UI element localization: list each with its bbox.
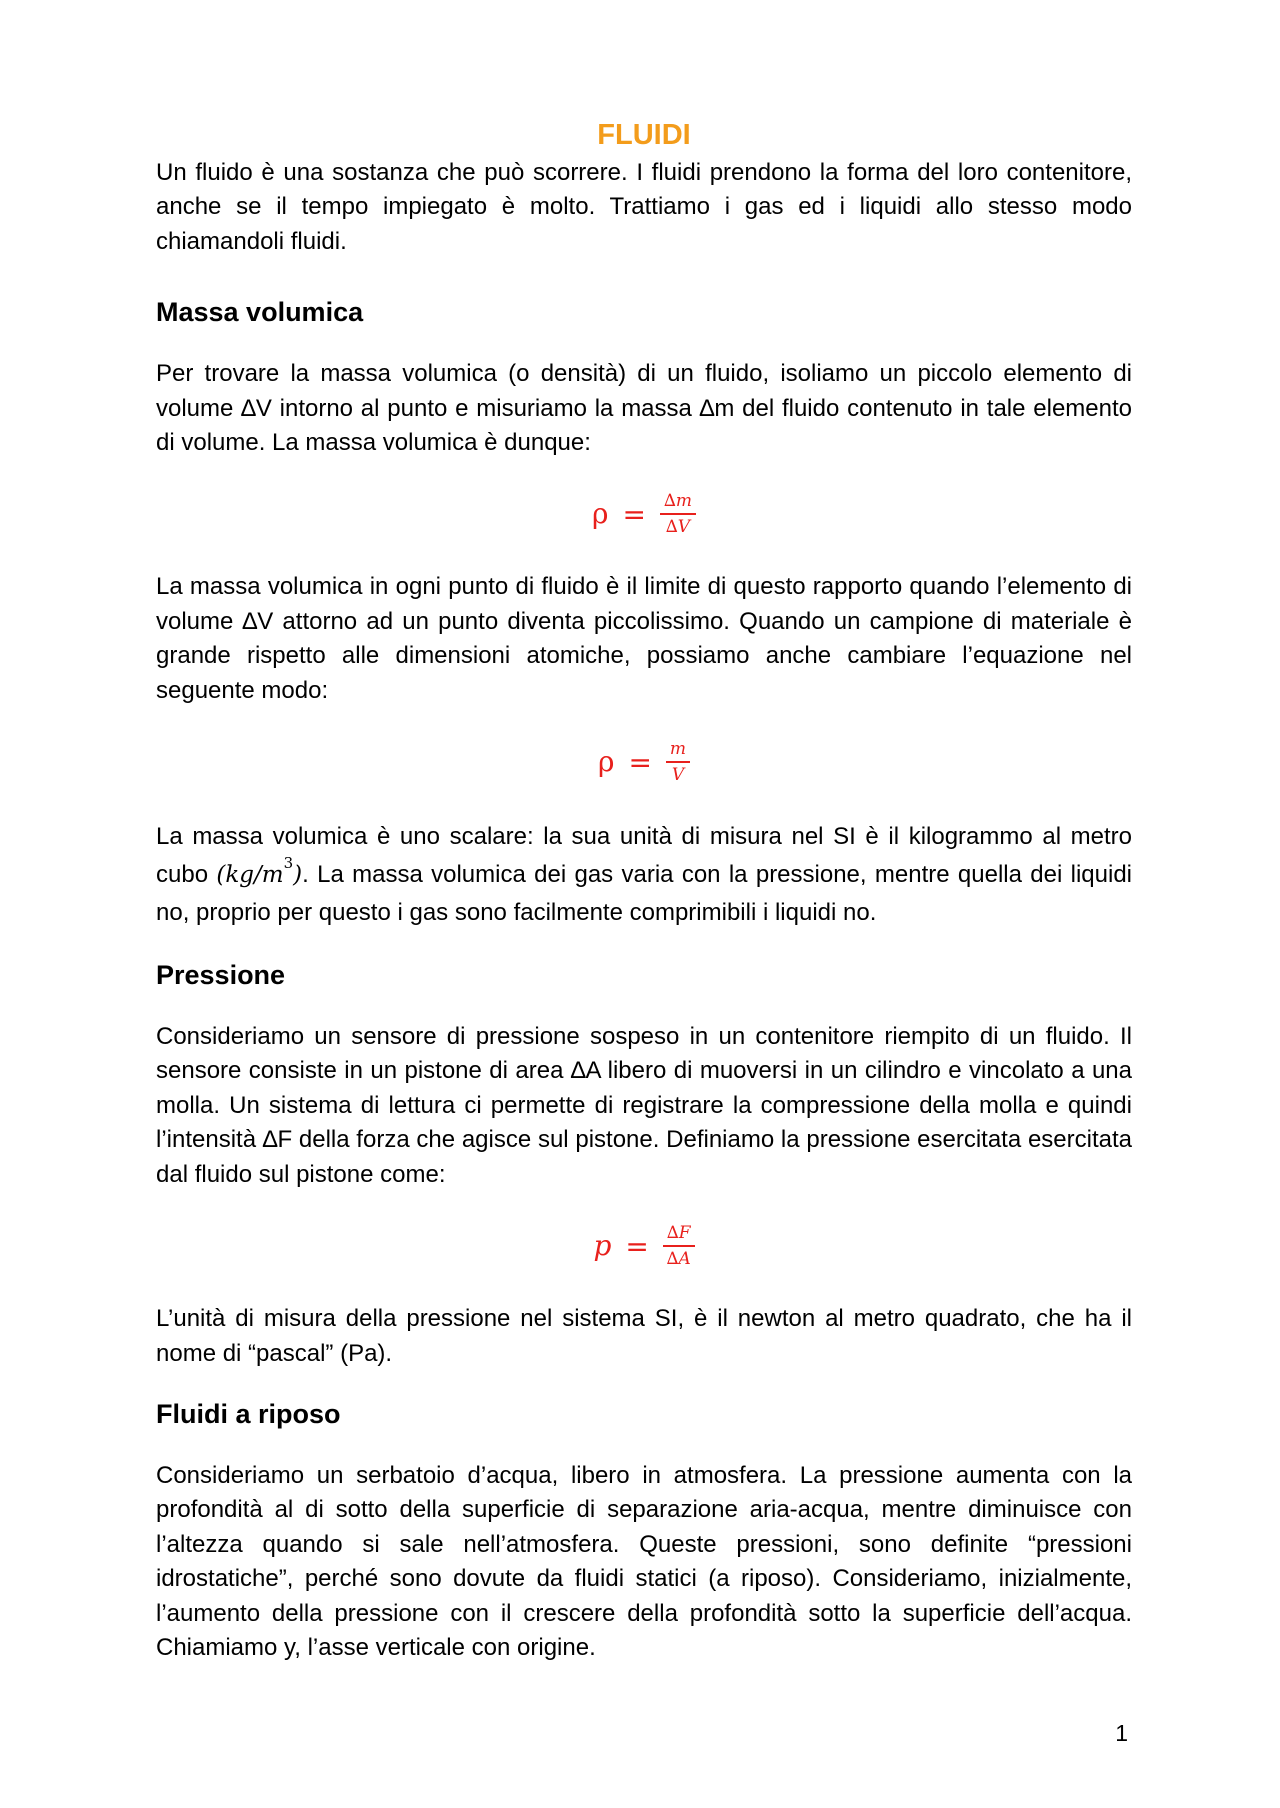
- massa-p3-text-after: . La massa volumica dei gas varia con la pressione, mentre quella dei liquidi no, proprio per questo i gas sono facilmente comprimibili i liquidi no.: [156, 861, 1132, 927]
- formula-numerator: ∆F: [663, 1223, 695, 1247]
- formula-lhs: ρ: [597, 745, 615, 779]
- heading-pressione: Pressione: [156, 960, 286, 991]
- formula-numerator: ∆m: [660, 491, 696, 515]
- massa-paragraph-1: Per trovare la massa volumica (o densità) di un fluido, isoliamo un piccolo elemento di volume ∆V intorno al punto e misuriamo la massa ∆m del fluido contenuto in tale elemento di volume. La massa volumica è dunque:: [156, 360, 1132, 457]
- intro-paragraph: Un fluido è una sostanza che può scorrere. I fluidi prendono la forma del loro contenitore, anche se il tempo impiegato è molto. Trattiamo i gas ed i liquidi allo stesso modo chiamandoli fluidi.: [156, 159, 1132, 255]
- massa-paragraph-3: [156, 818, 1132, 932]
- formula-denominator: V: [671, 765, 685, 786]
- formula-fraction: [660, 491, 696, 537]
- document-title: FLUIDI: [597, 119, 691, 151]
- formula-lhs: p: [593, 1229, 612, 1263]
- formula-denominator: ∆V: [665, 517, 691, 538]
- formula-equals: =: [622, 497, 646, 531]
- page-number: 1: [1115, 1720, 1128, 1746]
- unit-base: (kg/m: [216, 862, 284, 889]
- pressione-paragraph-2: L’unità di misura della pressione nel sistema SI, è il newton al metro quadrato, che ha il nome di “pascal” (Pa).: [156, 1305, 1132, 1367]
- heading-fluidi-a-riposo: Fluidi a riposo: [156, 1398, 341, 1429]
- formula-equals: =: [628, 745, 652, 779]
- riposo-paragraph-1: Consideriamo un serbatoio d’acqua, libero in atmosfera. La pressione aumenta con la profondità al di sotto della superficie di separazione aria-acqua, mentre diminuisce con l’altezza quando si sale nell’atmosfera. Queste pressioni, sono definite “pressioni idrostatiche”, perché sono dovute da fluidi statici (a riposo). Consideriamo, inizialmente, l’aumento della pressione con il crescere della profondità sotto la superficie dell’acqua. Chiamiamo y, l’asse verticale con origine.: [156, 1461, 1132, 1661]
- formula-lhs: ρ: [592, 497, 609, 531]
- unit-exponent: 3: [283, 854, 294, 873]
- formula-fraction: [666, 739, 690, 785]
- formula-equals: =: [625, 1229, 649, 1263]
- formula-denominator: ∆A: [666, 1249, 691, 1270]
- unit-kg-per-m3: [216, 854, 303, 889]
- pressure-formula: [156, 1208, 1132, 1284]
- document-page: [156, 118, 1132, 1665]
- density-formula-delta: [156, 476, 1132, 552]
- heading-massa-volumica: Massa volumica: [156, 297, 364, 328]
- formula-fraction: [663, 1223, 695, 1269]
- massa-paragraph-2: La massa volumica in ogni punto di fluido è il limite di questo rapporto quando l’elemento di volume ∆V attorno ad un punto diventa piccolissimo. Quando un campione di materiale è grande rispetto alle dimensioni atomiche, possiamo anche cambiare l’equazione nel seguente modo:: [156, 573, 1132, 704]
- massa-p3-text-before: La massa volumica è uno scalare: la sua unità di misura nel SI è il kilogrammo al metro cubo: [156, 823, 1132, 889]
- pressione-paragraph-1: Consideriamo un sensore di pressione sospeso in un contenitore riempito di un fluido. Il sensore consiste in un pistone di area ∆A libero di muoversi in un cilindro e vincolato a una molla. Un sistema di lettura ci permette di registrare la compressione della molla e quindi l’intensità ∆F della forza che agisce sul pistone. Definiamo la pressione esercitata esercitata dal fluido sul pistone come:: [156, 1023, 1132, 1188]
- unit-close: ): [293, 862, 303, 889]
- density-formula: [156, 724, 1132, 800]
- formula-numerator: m: [666, 739, 690, 763]
